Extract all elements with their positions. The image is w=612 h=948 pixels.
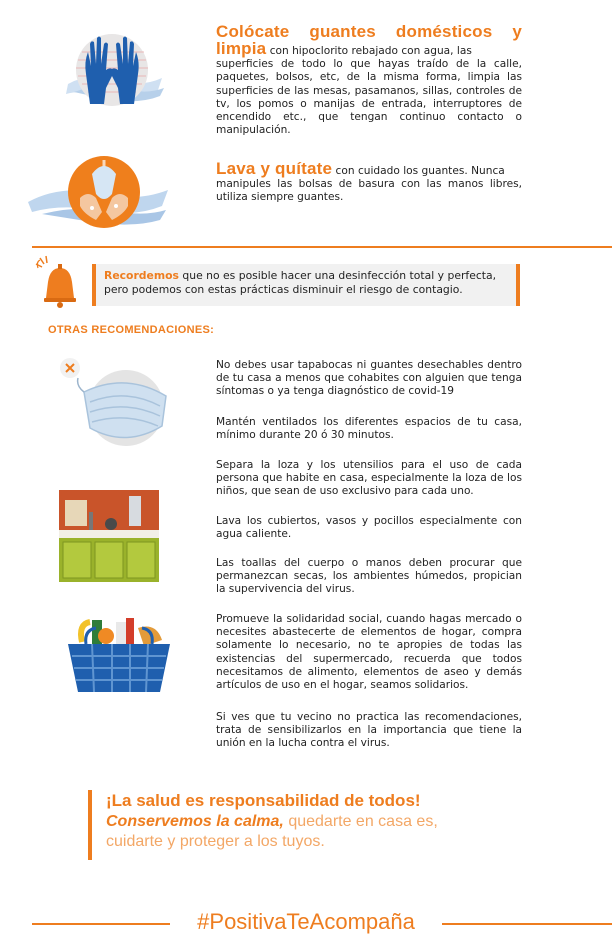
shopping-basket-icon	[64, 616, 174, 702]
gloves-icon	[60, 22, 170, 122]
gloves-body-lines	[216, 58, 522, 137]
recommendation-item: Separa la loza y los utensilios para el uso de cada persona que habite en casa, especialmente la loza de los niños, que sean de uso exclusivo para cada uno.	[216, 459, 522, 498]
gloves-line: tv, los pomos o manijas de entrada, interruptores de	[216, 97, 522, 110]
closing-sub-rest: quedarte en casa es,	[283, 813, 438, 830]
gloves-title-lead: limpia	[216, 39, 267, 58]
recommendation-item: Si ves que tu vecino no practica las recomendaciones, trata de sensibilizarlos en la importancia que tiene la unión en la lucha contra el virus.	[216, 711, 522, 750]
gloves-body-lead: con hipoclorito rebajado con agua, las	[266, 45, 472, 57]
note-body: que no es posible hacer una desinfección total y perfecta, pero podemos con estas prácticas disminuir el riesgo de contagio.	[104, 269, 497, 296]
closing-sub-line2: cuidarte y proteger a los tuyos.	[106, 833, 325, 850]
mask-illustration	[56, 352, 172, 452]
hashtag: #PositivaTeAcompaña	[197, 909, 415, 934]
recommendation-item: Las toallas del cuerpo o manos deben procurar que permanezcan secas, los ambientes húmedos, propician la supervivencia del virus.	[216, 557, 522, 596]
gloves-illustration	[60, 22, 170, 122]
gloves-body	[216, 39, 522, 58]
wash-line: manipules las bolsas de basura con las manos libres,	[216, 178, 522, 191]
gloves-line: superficies de las mesas, pasamanos, sillas, controles de	[216, 84, 522, 97]
note-text	[104, 269, 508, 297]
gloves-line: manipulación.	[216, 124, 291, 137]
wash-line: utiliza siempre guantes.	[216, 191, 344, 204]
recommendation-item: Mantén ventilados los diferentes espacios de tu casa, mínimo durante 20 ó 30 minutos.	[216, 416, 522, 442]
kitchen-photo	[59, 490, 159, 582]
closing-callout	[88, 790, 528, 860]
hand-washing-icon	[22, 150, 172, 240]
wash-body	[216, 159, 522, 178]
wash-body-lines	[216, 178, 522, 204]
section-title: OTRAS RECOMENDACIONES:	[48, 324, 215, 336]
face-mask-icon	[56, 352, 172, 452]
recommendation-item: Promueve la solidaridad social, cuando hagas mercado o necesites abastecerte de elementos de hogar, compra solamente lo necesario, no te apropies de todas las existencias del supermercado, recuerda que todos necesitamos de alimento, elementos de aseo y demás artículos de uso en el hogar, seamos solidarios.	[216, 613, 522, 692]
gloves-line: encendido etc., que tengan continuo contacto o	[216, 111, 522, 124]
gloves-line: paquetes, bolsos, etc, de la misma forma, limpia las	[216, 71, 522, 84]
basket-illustration	[64, 616, 174, 702]
section-divider	[32, 246, 612, 248]
closing-title: ¡La salud es responsabilidad de todos!	[106, 791, 421, 810]
recommendation-item: No debes usar tapabocas ni guantes desechables dentro de tu casa a menos que cohabites con alguien que tenga síntomas o ya tenga diagnóstico de covid-19	[216, 359, 522, 398]
closing-subtitle	[106, 812, 528, 832]
note-bold: Recordemos	[104, 269, 179, 282]
wash-title-lead: Lava y quítate	[216, 159, 333, 178]
wash-body-lead: con cuidado los guantes. Nunca	[332, 165, 505, 177]
wash-illustration	[22, 150, 172, 240]
gloves-title: Colócate guantes domésticos y	[216, 22, 522, 41]
closing-sub-bold: Conservemos la calma,	[106, 813, 284, 830]
gloves-line: superficies de todo lo que hayas traído de la calle,	[216, 58, 522, 71]
note-box	[92, 264, 520, 306]
recommendation-item: Lava los cubiertos, vasos y pocillos especialmente con agua caliente.	[216, 515, 522, 541]
gloves-section	[216, 22, 522, 137]
bell-illustration	[30, 254, 86, 310]
wash-section	[216, 159, 522, 205]
bell-icon	[30, 254, 86, 310]
